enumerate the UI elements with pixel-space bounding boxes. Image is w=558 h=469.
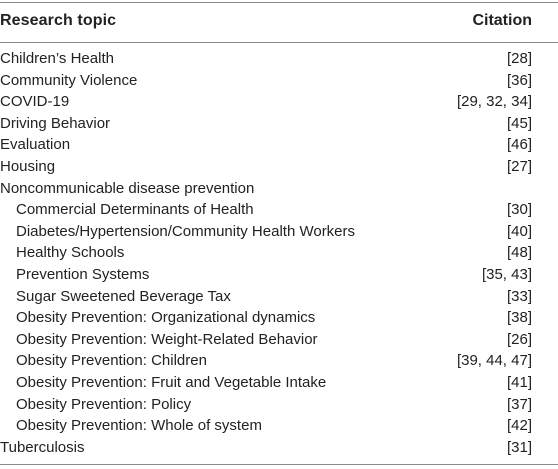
table-row [0, 394, 558, 416]
row-citation: [42] [506, 417, 532, 435]
row-citation: [26] [506, 330, 532, 348]
row-citation: [36] [506, 71, 532, 89]
row-citation: [48] [506, 244, 532, 262]
table-row [0, 350, 558, 372]
row-citation: [39, 44, 47] [456, 352, 532, 370]
row-citation: [31] [506, 438, 532, 456]
row-topic: Sugar Sweetened Beverage Tax [16, 287, 231, 305]
table-row [0, 372, 558, 394]
row-citation: [33] [506, 287, 532, 305]
row-topic: Healthy Schools [16, 244, 125, 262]
table-row [0, 156, 558, 178]
row-topic: Housing [0, 157, 56, 175]
table-row [0, 286, 558, 308]
row-citation: [29, 32, 34] [456, 93, 532, 111]
row-citation: [35, 43] [481, 265, 532, 283]
table-header-rule [0, 42, 558, 43]
table-row [0, 91, 558, 113]
row-topic: Obesity Prevention: Organizational dynamics [16, 309, 316, 327]
row-topic: Children’s Health [0, 50, 114, 67]
row-topic: Diabetes/Hypertension/Community Health Workers [16, 222, 356, 240]
row-topic: Obesity Prevention: Weight-Related Behavior [16, 330, 318, 348]
row-topic: COVID-19 [0, 93, 70, 111]
row-topic: Commercial Determinants of Health [16, 201, 254, 219]
table-row [0, 242, 558, 264]
row-citation: [41] [506, 373, 532, 391]
table-row [0, 264, 558, 286]
table-row [0, 70, 558, 92]
row-citation: [27] [506, 157, 532, 175]
row-topic: Obesity Prevention: Fruit and Vegetable Intake [16, 373, 327, 391]
table-row [0, 199, 558, 221]
table-body [0, 48, 558, 458]
table-row [0, 307, 558, 329]
header-citation: Citation [472, 12, 532, 29]
row-citation: [38] [506, 309, 532, 327]
table-row [0, 415, 558, 437]
row-topic: Obesity Prevention: Whole of system [16, 417, 262, 435]
row-topic: Evaluation [0, 136, 71, 154]
table-row [0, 113, 558, 135]
table-row [0, 178, 558, 200]
row-citation: [37] [506, 395, 532, 413]
row-topic: Driving Behavior [0, 114, 111, 132]
row-topic: Community Violence [0, 71, 138, 89]
row-topic: Tuberculosis [0, 438, 85, 456]
row-citation: [40] [506, 222, 532, 240]
table-row [0, 48, 558, 70]
row-topic: Obesity Prevention: Policy [16, 395, 192, 413]
table-row [0, 134, 558, 156]
table-row [0, 437, 558, 459]
row-citation: [30] [506, 201, 532, 219]
table-row [0, 221, 558, 243]
row-topic: Noncommunicable disease prevention [0, 179, 255, 197]
row-citation: [28] [506, 50, 532, 67]
table-header [0, 2, 558, 42]
row-topic: Obesity Prevention: Children [16, 352, 207, 370]
header-research-topic: Research topic [0, 12, 117, 29]
table-bottom-rule [0, 464, 558, 465]
table-row [0, 329, 558, 351]
row-topic: Prevention Systems [16, 265, 150, 283]
row-citation: [46] [506, 136, 532, 154]
row-citation: [45] [506, 114, 532, 132]
